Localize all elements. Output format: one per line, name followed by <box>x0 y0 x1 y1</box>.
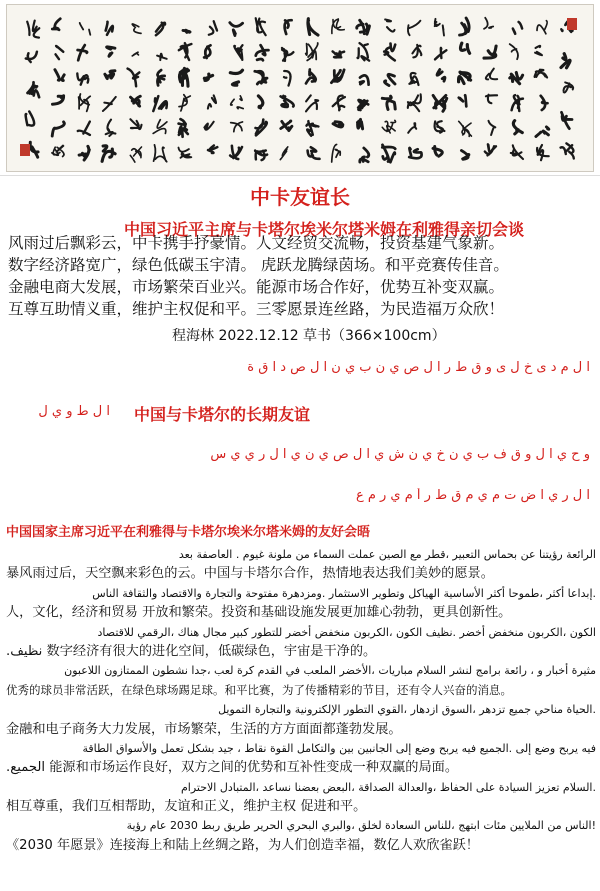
calligraphy-stroke <box>511 145 523 159</box>
calligraphy-stroke <box>408 123 416 133</box>
calligraphy-stroke <box>486 95 497 104</box>
calligraphy-stroke <box>80 23 91 35</box>
translation-body <box>6 545 596 855</box>
calligraphy-stroke <box>382 120 395 133</box>
calligraphy-stroke <box>306 43 318 60</box>
calligraphy-stroke <box>78 45 88 60</box>
calligraphy-stroke <box>333 96 345 111</box>
calligraphy-stroke <box>282 48 293 61</box>
section-title: 中国与卡塔尔的长期友谊 <box>134 405 311 424</box>
calligraphy-stroke <box>385 20 394 32</box>
body-title: 中国国家主席习近平在利雅得与卡塔尔埃米尔塔米姆的友好会晤 <box>6 525 371 540</box>
calligraphy-stroke <box>460 18 469 35</box>
seal-stamp <box>20 144 30 156</box>
poem-line: 互尊互助情义重，维护主权促和平。三零愿景连丝路，为民造福万众欣！ <box>8 300 505 318</box>
chinese-line: 暴风雨过后，天空飘来彩色的云。中国与卡塔尔合作，热情地表达我们美妙的愿景。 <box>6 566 494 582</box>
poem-body <box>8 232 598 320</box>
calligraphy-stroke <box>358 119 363 128</box>
arabic-letters-row: و ح ي ا ل و ق ف ب ي ن خ ي ن ش ي ا ل ص ي ن ي ا ل ر ي ي س <box>210 447 590 462</box>
chinese-line: 优秀的球员非常活跃，在绿色球场踢足球。和平比赛，为了传播精彩的节目，还有令人兴奋的消息。 <box>6 682 512 697</box>
calligraphy-stroke <box>512 95 523 111</box>
calligraphy-stroke <box>435 48 446 60</box>
calligraphy-stroke <box>204 45 210 58</box>
calligraphy-stroke <box>55 70 64 81</box>
calligraphy-stroke <box>360 148 369 162</box>
arabic-letters-row: ا ل م د ى خ ل ى و ق ط ر ا ل ص ي ن ب ي ن ا ل ص د ا ق ة <box>247 360 590 375</box>
chinese-line: 相互尊重，我们互相帮助，友谊和正义，维护主权 促进和平。 <box>6 799 367 815</box>
calligraphy-stroke <box>308 147 320 159</box>
poem-line: 风雨过后飘彩云，中卡携手抒豪情。人文经贸交流畅，投资基建气象新。 <box>8 234 505 252</box>
calligraphy-stroke <box>459 121 472 136</box>
calligraphy-stroke <box>333 51 345 57</box>
calligraphy-stroke <box>536 127 549 137</box>
calligraphy-stroke <box>154 145 167 162</box>
calligraphy-stroke <box>360 75 369 84</box>
calligraphy-stroke <box>157 70 164 85</box>
calligraphy-stroke <box>385 74 395 85</box>
calligraphy-stroke <box>209 21 217 35</box>
calligraphy-stroke <box>27 21 39 38</box>
calligraphy-stroke <box>564 82 574 92</box>
calligraphy-stroke <box>130 147 141 162</box>
arabic-letters-row: ا ل ط و ي ل <box>38 404 110 419</box>
calligraphy-stroke <box>52 122 64 136</box>
calligraphy-stroke <box>513 121 522 134</box>
calligraphy-stroke <box>460 43 469 53</box>
calligraphy-stroke <box>433 95 447 111</box>
calligraphy-stroke <box>561 143 574 158</box>
calligraphy-stroke <box>435 121 445 133</box>
calligraphy-stroke <box>230 23 243 36</box>
calligraphy-stroke <box>208 95 216 108</box>
calligraphy-stroke <box>107 47 115 56</box>
calligraphy-stroke <box>541 96 548 110</box>
calligraphy-stroke <box>437 70 445 82</box>
calligraphy-stroke <box>280 147 288 160</box>
calligraphy-stroke <box>106 22 113 35</box>
calligraphy-stroke <box>30 142 38 157</box>
calligraphy-stroke <box>230 70 242 85</box>
calligraphy-stroke <box>132 24 141 33</box>
calligraphy-stroke <box>128 69 140 87</box>
calligraphy-stroke <box>52 19 60 30</box>
calligraphy-stroke <box>489 121 496 135</box>
seal-stamp <box>567 18 577 30</box>
arabic-letters-row: ا ل ر ي ا ض ت م ي م ق ط ر أ م ي ر م ع <box>355 488 590 503</box>
calligraphy-stroke <box>459 95 467 106</box>
calligraphy-stroke <box>179 95 190 111</box>
calligraphy-stroke <box>132 52 138 56</box>
calligraphy-stroke <box>382 145 395 162</box>
arabic-line: .إبداعا أكثر ،طموحا أكثر الأساسية الهياكل وتطوير الاستثمار .ومزدهرة مفتوحة والتجارة والاقتصاد والثقافة الناس <box>92 586 596 600</box>
calligraphy-stroke <box>307 121 319 136</box>
calligraphy-stroke <box>208 146 217 154</box>
calligraphy-image <box>0 0 600 176</box>
signature: 程海林 2022.12.12 草书（366×100cm） <box>172 328 446 344</box>
calligraphy-stroke <box>204 122 213 130</box>
chinese-line: 金融和电子商务大力发展，市场繁荣，生活的方方面面都蓬勃发展。 <box>6 721 402 737</box>
arabic-line: .الحياة مناحي جميع تزدهر ،السوق ازدهار ،القوي التطور الإلكترونية والتجارة التمويل <box>218 703 596 717</box>
calligraphy-stroke <box>459 72 471 83</box>
calligraphy-stroke <box>562 112 573 128</box>
calligraphy-stroke <box>131 96 141 106</box>
calligraphy-stroke <box>433 147 442 157</box>
calligraphy-stroke <box>281 96 294 107</box>
calligraphy-stroke <box>357 20 370 34</box>
calligraphy-stroke <box>256 120 267 136</box>
arabic-line: مثيرة أخبار و ، رائعة برامج لنشر السلام مباريات ،الأخضر الملعب في القدم كرة لعب ،جدا نشطون الممتازون اللاعبون <box>64 664 596 678</box>
calligraphy-stroke <box>256 45 269 60</box>
calligraphy-stroke <box>332 145 341 163</box>
calligraphy-stroke <box>485 144 496 155</box>
calligraphy-stroke <box>510 73 523 84</box>
calligraphy-stroke <box>179 119 188 137</box>
calligraphy-stroke <box>461 151 469 160</box>
calligraphy-stroke <box>153 120 167 134</box>
calligraphy-stroke <box>306 70 316 84</box>
calligraphy-stroke <box>231 122 243 132</box>
chinese-line: .نظيف 数字经济有很大的进化空间，低碳绿色，宇宙是干净的。 <box>6 643 377 659</box>
poem-subtitle: 中国习近平主席与卡塔尔埃米尔塔米姆在利雅得亲切会谈 <box>124 220 525 239</box>
calligraphy-stroke <box>79 146 89 160</box>
calligraphy-stroke <box>256 18 266 35</box>
poem-line: 金融电商大发展，市场繁荣百业兴。能源市场合作好，优势互补变双赢。 <box>8 278 505 296</box>
calligraphy-stroke <box>408 21 420 36</box>
arabic-line: فيه يربح وضع إلى .الجميع فيه يربح وضع إلى الجانبين بين والتكامل القوة نقاط ، جيد بشكل تعمل والأسواق الطاقة <box>82 741 596 755</box>
calligraphy-scroll <box>0 0 600 176</box>
calligraphy-stroke <box>510 44 518 59</box>
calligraphy-stroke <box>26 112 34 126</box>
calligraphy-stroke <box>56 46 64 59</box>
calligraphy-stroke <box>78 122 90 135</box>
calligraphy-stroke <box>234 45 242 60</box>
calligraphy-stroke <box>204 74 212 80</box>
arabic-line: .السلام تعزيز السيادة على الحفاظ ،والعدالة الصداقة ،البعض بعضنا نساعد ،المتبادل الاحترام <box>180 780 596 794</box>
calligraphy-stroke <box>26 52 37 62</box>
calligraphy-stroke <box>513 22 522 34</box>
calligraphy-stroke <box>255 151 267 161</box>
calligraphy-stroke <box>52 145 64 156</box>
calligraphy-stroke <box>382 96 395 109</box>
calligraphy-stroke <box>358 100 368 110</box>
calligraphy-stroke <box>281 121 292 131</box>
calligraphy-stroke <box>537 145 549 160</box>
calligraphy-stroke <box>535 70 548 78</box>
calligraphy-stroke <box>333 122 343 127</box>
calligraphy-stroke <box>179 68 188 86</box>
arabic-line: الكون ،الكربون منخفض أخضر .نظيف الكون ،الكربون منخفض أخضر للتطور كبير مجال هناك ،الرقمي للاقتصاد <box>97 625 596 639</box>
calligraphy-stroke <box>561 54 570 68</box>
chinese-line: .الجميع 能源和市场运作良好，双方之间的优势和互补性变成一种双赢的局面。 <box>6 760 459 776</box>
calligraphy-stroke <box>28 82 40 97</box>
calligraphy-stroke <box>409 148 421 158</box>
calligraphy-stroke <box>179 148 192 158</box>
calligraphy-stroke <box>102 146 115 162</box>
calligraphy-stroke <box>130 119 141 129</box>
calligraphy-stroke <box>409 73 418 85</box>
calligraphy-stroke <box>332 19 344 34</box>
chinese-line: 《2030 年愿景》连接海上和陆上丝绸之路，为人们创造幸福，数亿人欢欣雀跃！ <box>6 837 479 853</box>
calligraphy-stroke <box>179 43 192 60</box>
calligraphy-stroke <box>106 120 116 136</box>
calligraphy-stroke <box>258 96 262 108</box>
calligraphy-stroke <box>535 46 542 55</box>
calligraphy-stroke <box>153 96 167 111</box>
calligraphy-stroke <box>285 20 292 34</box>
poem-title: 中卡友谊长 <box>250 185 350 209</box>
calligraphy-stroke <box>284 71 291 86</box>
arabic-line: !الناس من الملايين مئات ابتهج ،للناس السعادة لخلق ،والبري البحري الحرير طريق ربط 2030 عام رؤية <box>126 819 596 833</box>
calligraphy-stroke <box>103 97 116 111</box>
calligraphy-stroke <box>384 44 395 61</box>
calligraphy-stroke <box>308 19 318 35</box>
chinese-line: 人，文化，经济和贸易 开放和繁荣。投资和基础设施发展更加雄心勃勃，更具创新性。 <box>6 605 512 621</box>
calligraphy-stroke <box>435 19 444 36</box>
calligraphy-stroke <box>537 21 547 34</box>
calligraphy-stroke <box>105 71 115 79</box>
arabic-line: الرائعة رؤيتنا عن بحماس التعبير ،قطر مع الصين عملت السماء من ملونة غيوم . العاصفة بعد <box>178 548 596 561</box>
calligraphy-stroke <box>53 96 64 105</box>
calligraphy-stroke <box>157 54 167 60</box>
calligraphy-stroke <box>230 146 242 159</box>
calligraphy-stroke <box>255 71 267 84</box>
calligraphy-stroke <box>484 18 493 29</box>
calligraphy-stroke <box>231 96 244 109</box>
calligraphy-stroke <box>156 23 165 36</box>
calligraphy-stroke <box>183 30 190 32</box>
calligraphy-stroke <box>79 94 91 111</box>
calligraphy-stroke <box>358 43 370 61</box>
calligraphy-stroke <box>408 94 421 111</box>
calligraphy-stroke <box>484 46 496 58</box>
calligraphy-stroke <box>486 69 497 80</box>
calligraphy-stroke <box>77 74 88 85</box>
poem-line: 数字经济路宽广，绿色低碳玉宇清。 虎跃龙腾绿茵场。和平竞赛传佳音。 <box>8 256 509 274</box>
calligraphy-stroke <box>306 95 318 111</box>
calligraphy-stroke <box>331 70 344 83</box>
calligraphy-stroke <box>412 45 421 58</box>
